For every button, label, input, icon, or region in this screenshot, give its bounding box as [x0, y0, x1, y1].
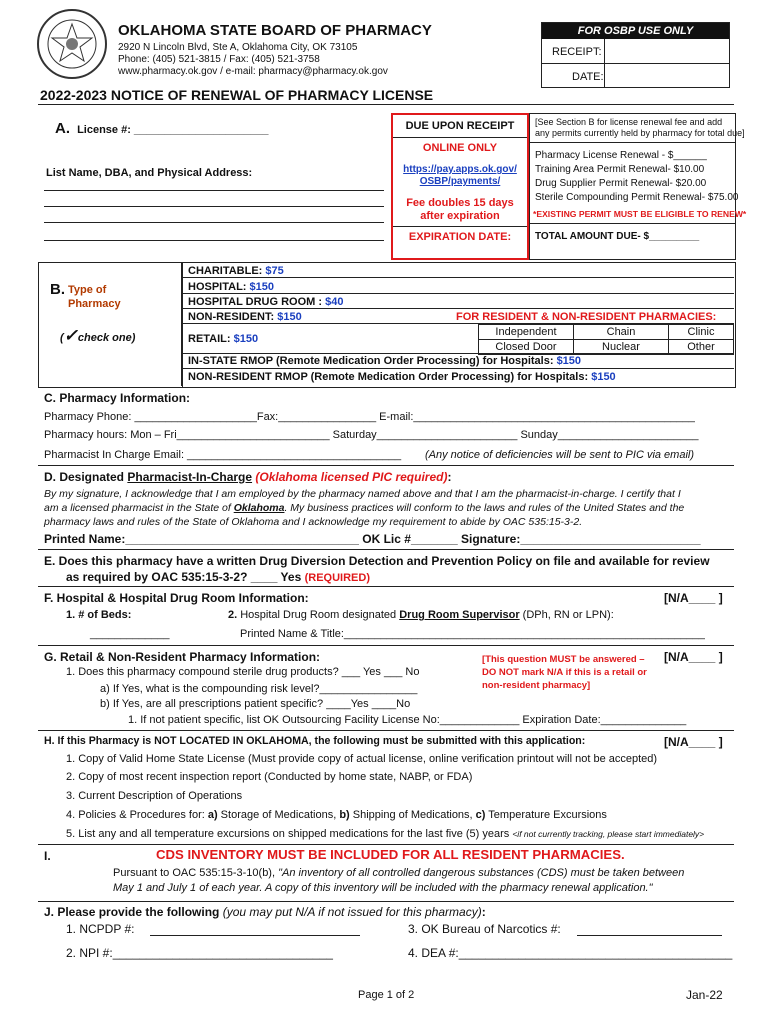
risk-level-question[interactable]: a) If Yes, what is the compounding risk level?________________	[100, 683, 418, 695]
board-address: 2920 N Lincoln Blvd, Ste A, Oklahoma City, OK 73105	[118, 42, 358, 53]
pharmacy-hours-line[interactable]: Pharmacy hours: Mon – Fri_________________________ Saturday_______________________ Sunday_______________________	[44, 429, 699, 441]
section-g-title: G. Retail & Non-Resident Pharmacy Information:	[44, 650, 321, 664]
h-item-3: 3. Current Description of Operations	[66, 790, 243, 802]
section-j-title: J. Please provide the following (you may put N/A if not issued for this pharmacy):	[44, 905, 486, 919]
osbp-title: FOR OSBP USE ONLY	[542, 23, 729, 39]
permit-warning: *EXISTING PERMIT MUST BE ELIGIBLE TO RENEW*	[533, 209, 747, 219]
section-c-title: C. Pharmacy Information:	[44, 391, 191, 405]
patient-specific-question[interactable]: b) If Yes, are all prescriptions patient specific? ____Yes ____No	[100, 698, 411, 710]
npi-line[interactable]: 2. NPI #:_________________________________	[66, 946, 333, 960]
section-i-letter: I.	[44, 849, 51, 863]
fee-sterile: Sterile Compounding Permit Renewal- $75.00	[535, 192, 739, 203]
page-number: Page 1 of 2	[358, 989, 415, 1001]
due-box	[391, 113, 529, 260]
form-date: Jan-22	[686, 988, 723, 1002]
fees-note-2: any permits currently held by pharmacy for total due]	[535, 128, 745, 138]
total-amount-due: TOTAL AMOUNT DUE- $_________	[535, 231, 700, 242]
h-item-1: 1. Copy of Valid Home State License (Must provide copy of actual license, online verification printout will not be accepted)	[66, 753, 658, 765]
fee-supplier: Drug Supplier Permit Renewal- $20.00	[535, 178, 707, 189]
section-b-letter: B.	[50, 281, 65, 298]
compound-question[interactable]: 1. Does this pharmacy compound sterile drug products? ___ Yes ___ No	[66, 666, 420, 678]
h-item-4: 4. Policies & Procedures for: a) Storage of Medications, b) Shipping of Medications, c) Temperature Excursions	[66, 809, 607, 821]
payment-link-1[interactable]: https://pay.apps.ok.gov/	[403, 164, 517, 175]
date-label: DATE:	[572, 71, 604, 83]
fee-doubles-1: Fee doubles 15 days	[406, 197, 514, 209]
cds-inventory-title: CDS INVENTORY MUST BE INCLUDED FOR ALL RESIDENT PHARMACIES.	[156, 847, 625, 862]
section-h-title: H. If this Pharmacy is NOT LOCATED IN OKLAHOMA, the following must be submitted with this application:	[44, 735, 586, 747]
board-phone: Phone: (405) 521-3815 / Fax: (405) 521-3758	[118, 54, 320, 65]
section-f-na[interactable]: [N/A____ ]	[664, 591, 723, 605]
cds-paragraph-2: May 1 and July 1 of each year. A copy of this inventory will be included with the pharmacy renewal application."	[113, 882, 653, 894]
ncpdp-label: 1. NCPDP #:	[66, 922, 135, 936]
pic-notice: (Any notice of deficiencies will be sent to PIC via email)	[425, 449, 695, 461]
bureau-field[interactable]	[577, 935, 722, 936]
retail-type-table	[478, 324, 734, 355]
ncpdp-field[interactable]	[150, 935, 360, 936]
board-web: www.pharmacy.ok.gov / e-mail: pharmacy@pharmacy.ok.gov	[118, 66, 388, 77]
fee-license: Pharmacy License Renewal - $______	[535, 150, 707, 161]
retail-nuclear[interactable]: Nuclear	[574, 340, 669, 355]
fees-box	[529, 113, 747, 260]
pic-declaration-3: pharmacy laws and rules of the State of Oklahoma and I acknowledge my requirement to abide by OAC 535:15-3-2.	[44, 516, 583, 528]
retail-chain[interactable]: Chain	[574, 325, 669, 340]
expiration-date-label: EXPIRATION DATE:	[408, 231, 512, 243]
non-resident-row: NON-RESIDENT: $150	[188, 311, 302, 323]
address-line-1[interactable]	[44, 190, 384, 191]
drug-room-supervisor-label: 2. Hospital Drug Room designated Drug Room Supervisor (DPh, RN or LPN):	[228, 609, 614, 621]
address-line-3[interactable]	[44, 222, 384, 223]
compound-warning-1: [This question MUST be answered –	[482, 654, 645, 665]
check-icon: ✓	[63, 326, 78, 345]
state-seal	[36, 8, 108, 80]
online-only: ONLINE ONLY	[422, 142, 498, 154]
section-e-answer[interactable]: as required by OAC 535:15-3-2? ____ Yes (REQUIRED)	[66, 570, 370, 584]
compound-warning-3: non-resident pharmacy]	[482, 680, 591, 691]
compound-warning-2: DO NOT mark N/A if this is a retail or	[482, 667, 647, 678]
pharmacy-label: Pharmacy	[68, 298, 121, 310]
address-label: List Name, DBA, and Physical Address:	[46, 167, 253, 179]
retail-other[interactable]: Other	[669, 340, 734, 355]
fee-training: Training Area Permit Renewal- $10.00	[535, 164, 705, 175]
notice-title: 2022-2023 NOTICE OF RENEWAL OF PHARMACY LICENSE	[40, 87, 434, 103]
due-upon-receipt: DUE UPON RECEIPT	[405, 120, 515, 132]
pic-signature-line[interactable]: Printed Name:___________________________________ OK Lic #_______ Signature:___________________________	[44, 532, 701, 546]
outsourcing-license-line[interactable]: 1. If not patient specific, list OK Outsourcing Facility License No:_____________ Expiration Date:______________	[128, 714, 687, 726]
h-item-5: 5. List any and all temperature excursions on shipped medications for the last five (5) years <if not currently tracking, please start immediately>	[66, 828, 705, 840]
retail-independent[interactable]: Independent	[479, 325, 574, 340]
section-f-title: F. Hospital & Hospital Drug Room Information:	[44, 591, 309, 605]
cds-paragraph-1: Pursuant to OAC 535:15-3-10(b), "An inventory of all controlled dangerous substances (CDS) must be taken between	[113, 867, 685, 879]
pic-email-line[interactable]: Pharmacist In Charge Email: ___________________________________	[44, 449, 402, 461]
section-a-license: A. License #: ______________________	[55, 120, 269, 137]
section-h-na[interactable]: [N/A____ ]	[664, 735, 723, 749]
check-one: (✓check one)	[60, 326, 136, 345]
section-e-question: E. Does this pharmacy have a written Drug Diversion Detection and Prevention Policy on file and available for review	[44, 554, 710, 568]
pic-declaration-2: am a licensed pharmacist in the State of Oklahoma. My business practices will conform to the laws and rules of the United States and the	[44, 502, 685, 514]
board-title: OKLAHOMA STATE BOARD OF PHARMACY	[118, 22, 432, 39]
beds-field[interactable]: _____________	[90, 628, 170, 640]
payment-link-2[interactable]: OSBP/payments/	[419, 176, 501, 187]
h-item-2: 2. Copy of most recent inspection report (Conducted by home state, NABP, or FDA)	[66, 771, 473, 783]
bureau-label: 3. OK Bureau of Narcotics #:	[408, 922, 561, 936]
pic-declaration-1: By my signature, I acknowledge that I am employed by the pharmacy named above and that I am the pharmacist-in-charge. I certify that I	[44, 488, 681, 500]
dea-line[interactable]: 4. DEA #:_________________________________________	[408, 946, 733, 960]
type-of-label: Type of	[68, 284, 107, 296]
charitable-row: CHARITABLE: $75	[188, 265, 284, 277]
license-label: License #: ______________________	[77, 124, 269, 136]
osbp-box	[541, 22, 730, 88]
retail-row: RETAIL: $150	[188, 333, 259, 345]
fee-doubles-2: after expiration	[420, 210, 500, 222]
section-d-title: D. Designated Pharmacist-In-Charge (Oklahoma licensed PIC required):	[44, 470, 452, 484]
instate-rmop-row: IN-STATE RMOP (Remote Medication Order Processing) for Hospitals: $150	[188, 355, 582, 367]
nonres-rmop-row: NON-RESIDENT RMOP (Remote Medication Order Processing) for Hospitals: $150	[188, 371, 616, 383]
beds-label: 1. # of Beds:	[66, 609, 132, 621]
hospital-row: HOSPITAL: $150	[188, 281, 275, 293]
hospital-drug-room-row: HOSPITAL DRUG ROOM : $40	[188, 296, 344, 308]
printed-name-title-line[interactable]: Printed Name & Title:___________________________________________________________	[240, 628, 705, 640]
receipt-label: RECEIPT:	[552, 46, 602, 58]
retail-clinic[interactable]: Clinic	[669, 325, 734, 340]
fees-note-1: [See Section B for license renewal fee and add	[535, 117, 723, 127]
section-g-na[interactable]: [N/A____ ]	[664, 650, 723, 664]
retail-closed-door[interactable]: Closed Door	[479, 340, 574, 355]
address-line-2[interactable]	[44, 206, 384, 207]
pharmacy-phone-line[interactable]: Pharmacy Phone: ____________________Fax:________________ E-mail:______________________________________________	[44, 411, 695, 423]
address-line-4[interactable]	[44, 240, 384, 241]
for-resident-heading: FOR RESIDENT & NON-RESIDENT PHARMACIES:	[456, 311, 717, 323]
